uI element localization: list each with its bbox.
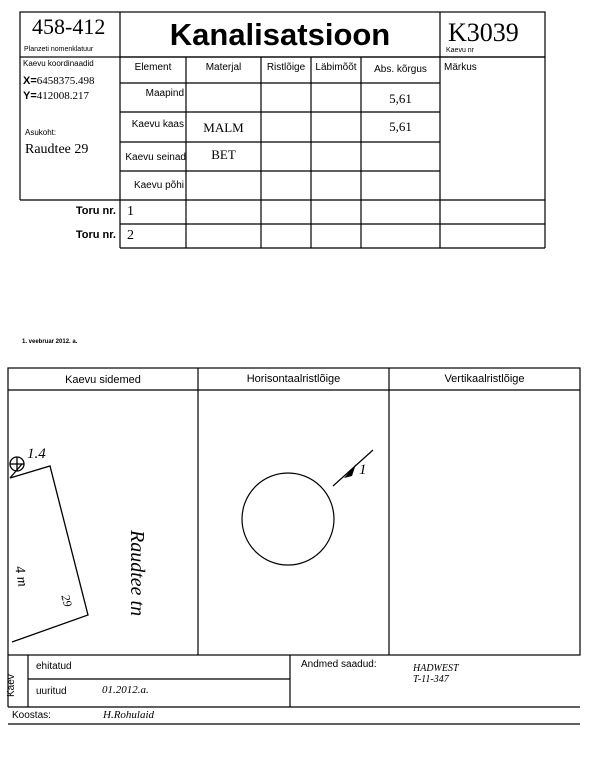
pipe-number-2: 2 <box>127 228 134 243</box>
col-header-ristloige: Ristlõige <box>266 62 306 73</box>
col-header-element: Element <box>134 62 172 73</box>
well-number: K3039 <box>448 18 519 47</box>
coord-y-value: 412008.217 <box>36 90 90 102</box>
row-materjal-kaas: MALM <box>203 120 244 135</box>
data-source-label: Andmed saadud: <box>301 659 377 670</box>
col-header-abs: Abs. kõrgus <box>374 64 427 75</box>
building-outline <box>10 466 88 642</box>
row-element-seinad: Kaevu seinad <box>125 152 186 163</box>
col-header-labimoot: Läbimõõt <box>315 62 357 73</box>
data-code: T-11-347 <box>413 674 449 685</box>
well-circle <box>242 473 334 565</box>
coord-y-label: Y= <box>23 90 37 102</box>
section-vertical: Vertikaalristlõige <box>444 373 525 385</box>
date-text: 1. veebruar 2012. a. <box>22 339 78 345</box>
row-abs-maapind: 5,61 <box>389 91 412 106</box>
data-source: HADWEST <box>413 663 459 674</box>
pipe-label-2: Toru nr. <box>75 229 116 241</box>
sketch-pipe-mark: 1 <box>359 462 367 478</box>
row-element-maapind: Maapind <box>145 88 184 99</box>
coord-x-label: X= <box>23 75 37 87</box>
compiler-label: Koostas: <box>12 710 51 721</box>
surveyed-label: uuritud <box>36 686 67 697</box>
sketch-house-number: 29 <box>58 593 76 609</box>
row-element-kaas: Kaevu kaas <box>131 119 184 130</box>
sketch-street-name: Raudtee tn <box>126 530 148 617</box>
row-element-pohi: Kaevu põhi <box>133 180 184 191</box>
coord-x-value: 6458375.498 <box>36 75 95 87</box>
pipe-arrow <box>344 464 356 478</box>
section-horizontal: Horisontaalristlõige <box>246 373 341 385</box>
sketch-frame <box>8 368 580 655</box>
col-header-remarks: Märkus <box>444 62 477 73</box>
well-number-label: Kaevu nr <box>446 47 475 54</box>
sketch-well-mark: 1.4 <box>27 446 46 462</box>
page-title: Kanalisatsioon <box>169 17 391 52</box>
compiler-name: H.Rohulaid <box>103 709 155 721</box>
sheet-number-label: Planzeti nomenklatuur <box>24 46 94 53</box>
sketch-distance: 4 m <box>11 565 30 588</box>
section-connections: Kaevu sidemed <box>65 374 141 386</box>
row-abs-kaas: 5,61 <box>389 119 412 134</box>
kaev-label: Kaev <box>6 674 17 697</box>
coords-label: Kaevu koordinaadid <box>23 59 94 68</box>
pipe-number-1: 1 <box>127 204 134 219</box>
coord-y <box>23 90 89 102</box>
surveyed-value: 01.2012.a. <box>102 684 149 696</box>
sheet-number: 458-412 <box>32 14 106 39</box>
pipe-label-1: Toru nr. <box>75 205 116 217</box>
col-header-materjal: Materjal <box>205 62 242 73</box>
coord-x <box>23 75 95 87</box>
address-label: Asukoht: <box>25 128 57 137</box>
row-materjal-seinad: BET <box>211 147 236 162</box>
built-label: ehitatud <box>36 661 72 672</box>
address: Raudtee 29 <box>25 142 89 157</box>
